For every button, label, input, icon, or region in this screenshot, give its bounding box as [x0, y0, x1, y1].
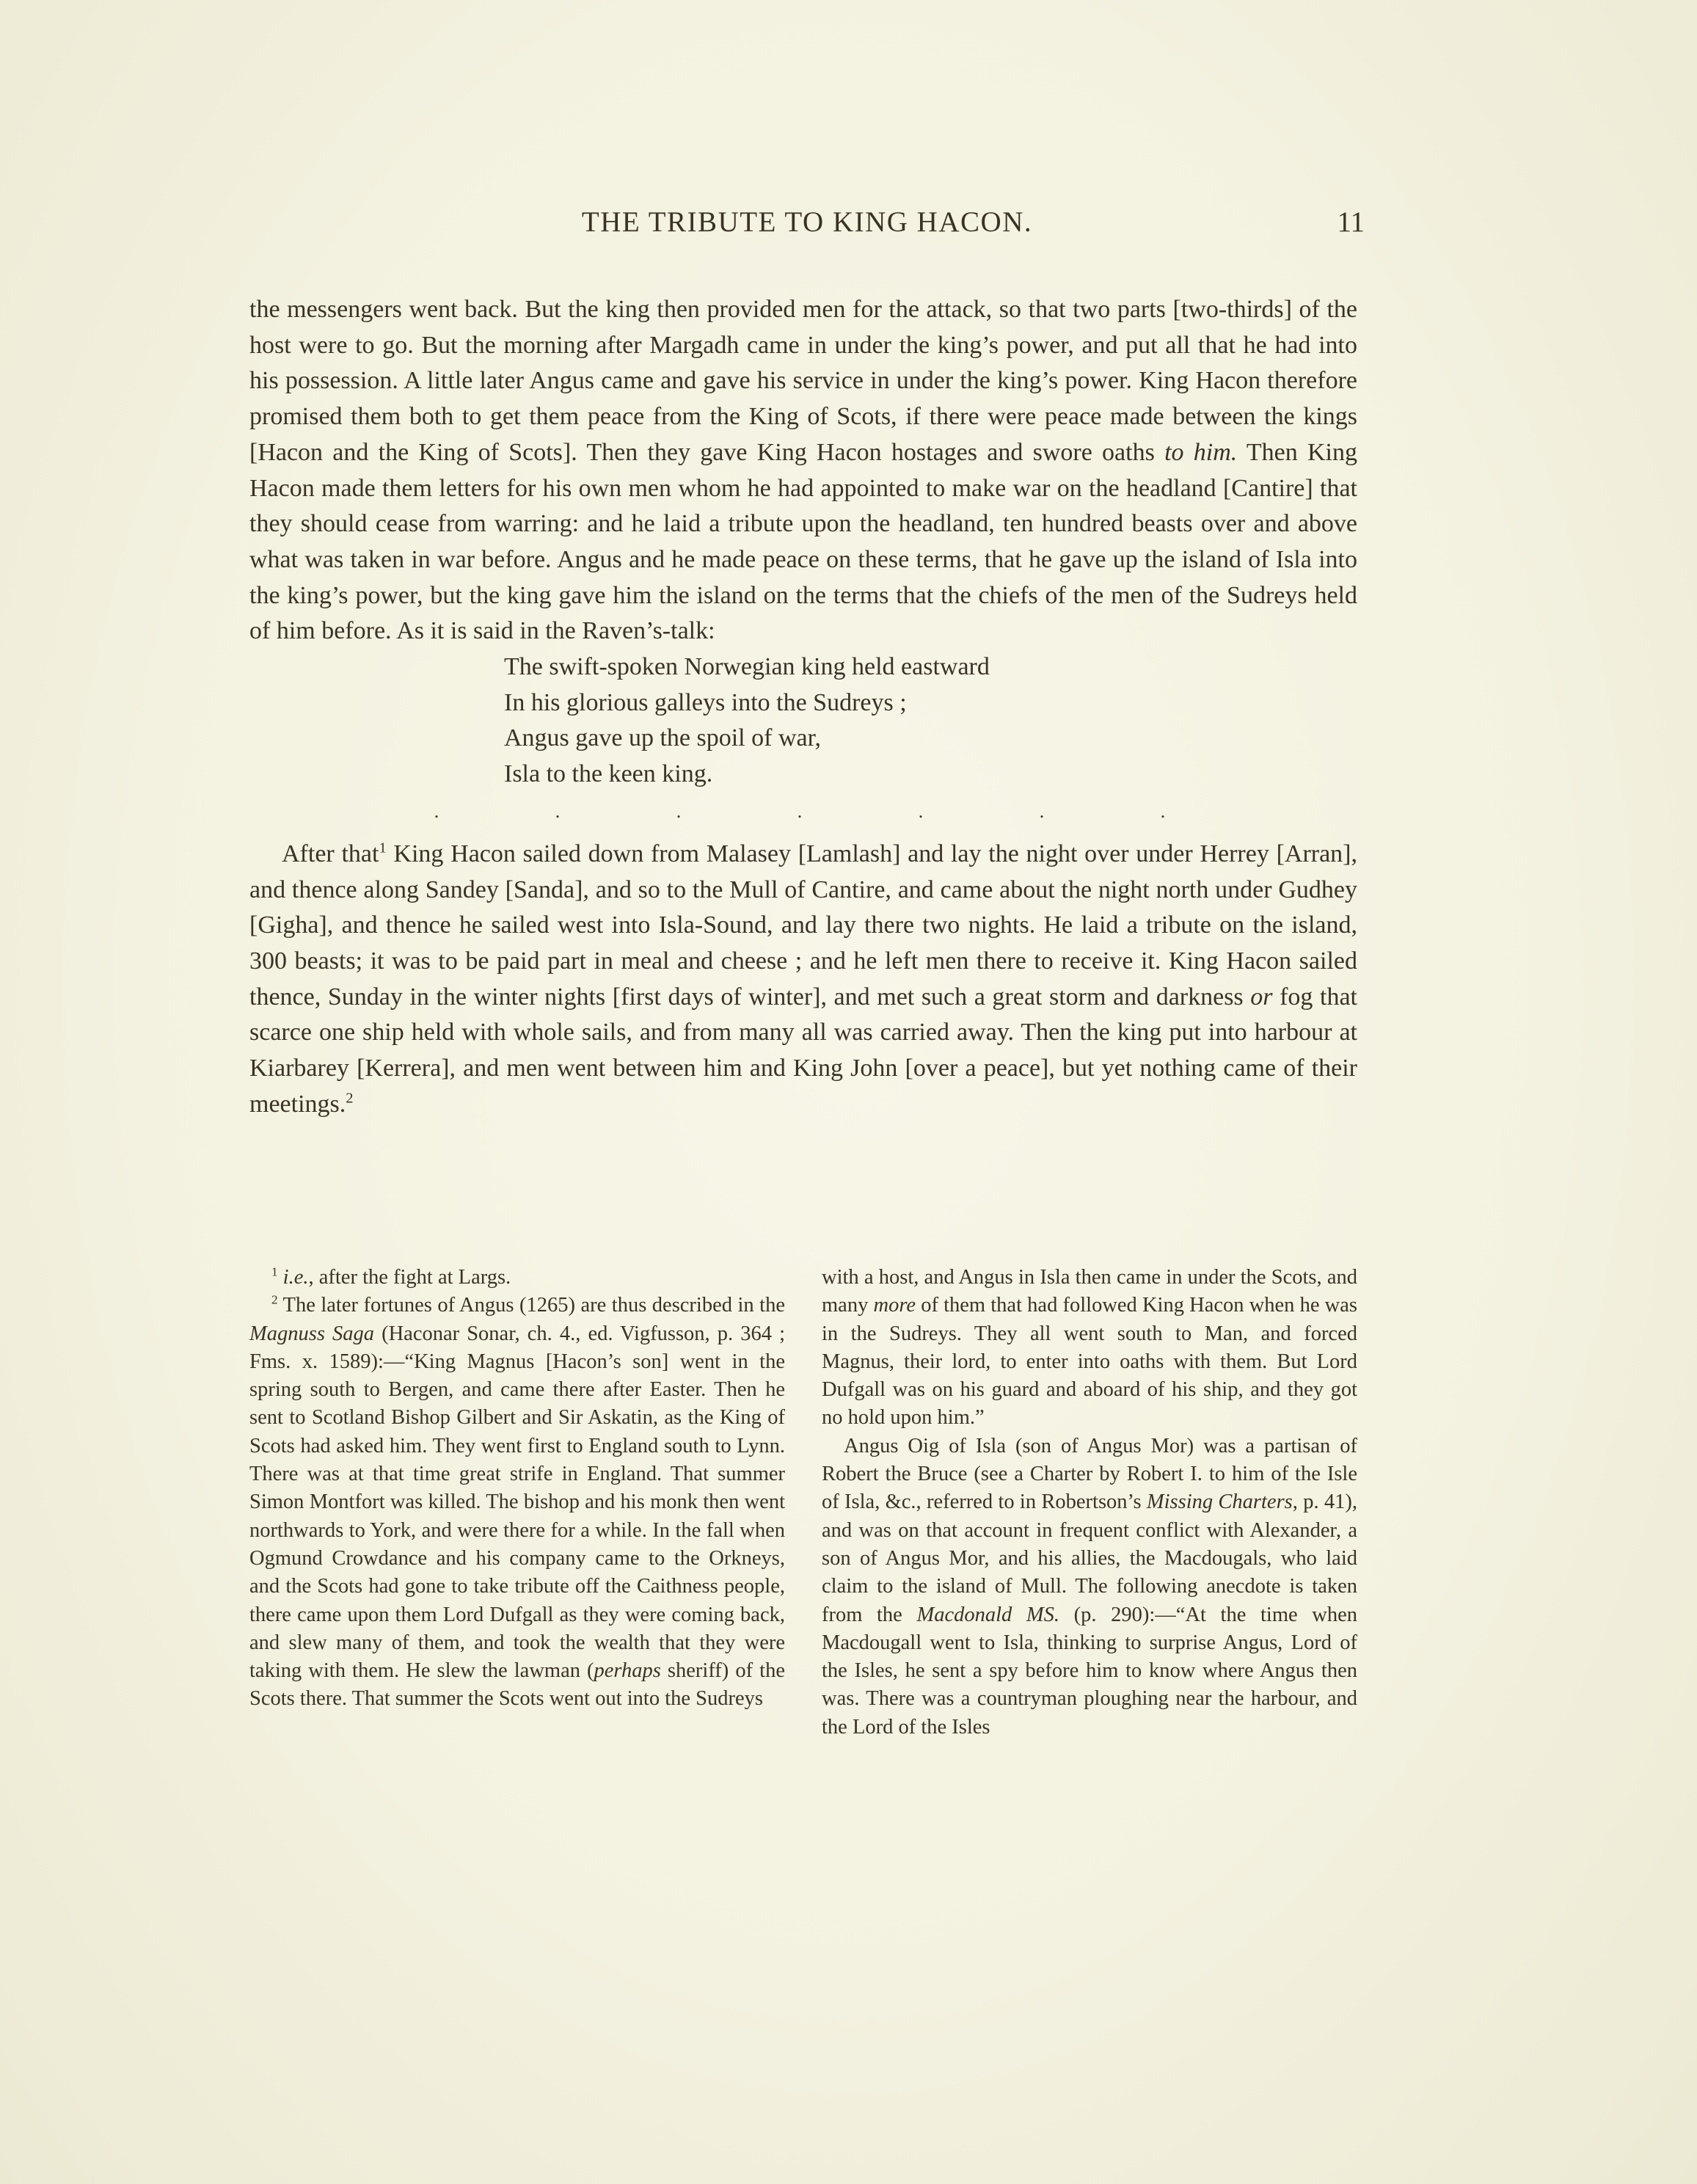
verse-line: In his glorious galleys into the Sudreys ;	[504, 688, 907, 716]
paragraph-1	[249, 292, 1357, 649]
text-run: sheriff) of the Scots there. That summer the Scots went out into the Sudreys	[249, 1659, 785, 1711]
page-number: 11	[1337, 206, 1365, 238]
ellipsis-dot: .	[555, 800, 561, 822]
footnotes-right-column	[822, 1264, 1357, 1741]
footnote-ref: 1	[379, 840, 387, 856]
main-text	[249, 292, 1357, 1122]
text-run: , after the fight at Largs.	[308, 1266, 511, 1289]
text-run: (p. 290):—“At the time when Macdougall went to Isla, thinking to surprise Angus, Lord of the Isles, he sent a spy before him to know where Angus then was. There was a countryman ploughing near the harbour, and the Lord of the Isles	[822, 1603, 1357, 1739]
ellipsis-dot: .	[434, 800, 439, 822]
text-run: with a host, and Angus in Isla then came in under the Scots, and many	[822, 1266, 1357, 1317]
footnote-paragraph	[249, 1264, 785, 1292]
footnote-paragraph	[822, 1264, 1357, 1433]
ellipsis-dot: .	[1160, 800, 1166, 822]
paragraph-2	[249, 837, 1357, 1123]
verse-line: Angus gave up the spoil of war,	[504, 724, 822, 752]
text-run: King Hacon sailed down from Malasey [Lamlash] and lay the night over under Herrey [Arran], and thence along Sandey [Sanda], and so to the Mull of Cantire, and came about the night north under Gudhey [Gigha], and thence he sailed west into Isla-Sound, and lay there two nights. He laid a tribute on the island, 300 beasts; it was to be paid part in meal and cheese ; and he left men there to receive it. King Hacon sailed thence, Sunday in the winter nights [first days of winter], and met such a great storm and darkness	[249, 840, 1357, 1011]
footnote-paragraph	[249, 1292, 785, 1713]
running-title: THE TRIBUTE TO KING HACON.	[581, 206, 1033, 238]
footnotes	[249, 1264, 1357, 1741]
text-run	[278, 1266, 283, 1289]
footnote-paragraph	[822, 1433, 1357, 1741]
text-run: The later fortunes of Angus (1265) are thus described in the	[277, 1294, 785, 1317]
footnotes-left-column	[249, 1264, 785, 1741]
footnote-ref: 2	[271, 1292, 278, 1307]
italic-text: to him.	[1164, 438, 1238, 466]
text-run: Then King Hacon made them letters for his own men whom he had appointed to make war on the headland [Cantire] that they should cease from warring: and he laid a tribute upon the headland, ten hundred beasts over and above what was taken in war before. Angus and he made peace on these terms, that he gave up the island of Isla into the king’s power, but the king gave him the island on the terms that the chiefs of the men of the Sudreys held of him before. As it is said in the Raven’s-talk:	[249, 438, 1358, 645]
italic-text: Macdonald MS.	[916, 1603, 1060, 1626]
italic-text: or	[1250, 983, 1273, 1011]
running-head	[249, 205, 1365, 250]
italic-text: i.e.	[282, 1266, 309, 1289]
ellipsis-dot: .	[797, 800, 803, 822]
footnote-ref: 2	[346, 1090, 354, 1107]
italic-text: more	[873, 1294, 916, 1317]
italic-text: Missing Charters	[1146, 1490, 1293, 1514]
verse-line: Isla to the keen king.	[504, 760, 713, 788]
ellipsis-dot: .	[918, 800, 924, 822]
text-run: of them that had followed King Hacon when he was in the Sudreys. They all went south to Man, and forced Magnus, their lord, to enter into oaths with them. But Lord Dufgall was on his guard and aboard of his ship, and they got no hold upon him.”	[822, 1294, 1357, 1430]
text-run: fog that scarce one ship held with whole sails, and from many all was carried away. Then the king put into harbour at Kiarbarey [Kerrera], and men went between him and King John [over a peace], but yet nothing came of their meetings.	[249, 983, 1357, 1118]
ellipsis-dots	[433, 794, 1167, 829]
verse-quote	[504, 649, 1357, 793]
italic-text: Magnuss Saga	[249, 1322, 375, 1345]
text-run: Angus Oig of Isla (son of Angus Mor) was a partisan of Robert the Bruce (see a Charter by Robert I. to him of the Isle of Isla, &c., referred to in Robertson’s	[822, 1434, 1357, 1514]
ellipsis-dot: .	[676, 800, 682, 822]
ellipsis-dot: .	[1039, 800, 1045, 822]
italic-text: perhaps	[594, 1659, 661, 1683]
text-run: After that	[282, 840, 379, 867]
footnote-ref: 1	[271, 1264, 278, 1279]
verse-line: The swift-spoken Norwegian king held eastward	[504, 653, 990, 681]
text-run: the messengers went back. But the king then provided men for the attack, so that two parts [two-thirds] of the host were to go. But the morning after Margadh came in under the king’s power, and put all that he had into his possession. A little later Angus came and gave his service in under the king’s power. King Hacon therefore promised them both to get them peace from the King of Scots, if there were peace made between the kings [Hacon and the King of Scots]. Then they gave King Hacon hostages and swore oaths	[249, 296, 1357, 466]
text-run: , p. 41), and was on that account in frequent conflict with Alexander, a son of Angus Mor, and his allies, the Macdougals, who laid claim to the island of Mull. The following anecdote is taken from the	[822, 1490, 1357, 1626]
text-run: (Haconar Sonar, ch. 4., ed. Vigfusson, p. 364 ; Fms. x. 1589):—“King Magnus [Hacon’s son] went in the spring south to Bergen, and came there after Easter. Then he sent to Scotland Bishop Gilbert and Sir Askatin, as the King of Scots had asked him. They went first to England south to Lynn. There was at that time great strife in England. That summer Simon Montfort was killed. The bishop and his monk then went northwards to York, and were there for a while. In the fall when Ogmund Crowdance and his company came to the Orkneys, and the Scots had gone to take tribute off the Caithness people, there came upon them Lord Dufgall as they were coming back, and slew many of them, and took the wealth that they were taking with them. He slew the lawman (	[249, 1322, 785, 1683]
